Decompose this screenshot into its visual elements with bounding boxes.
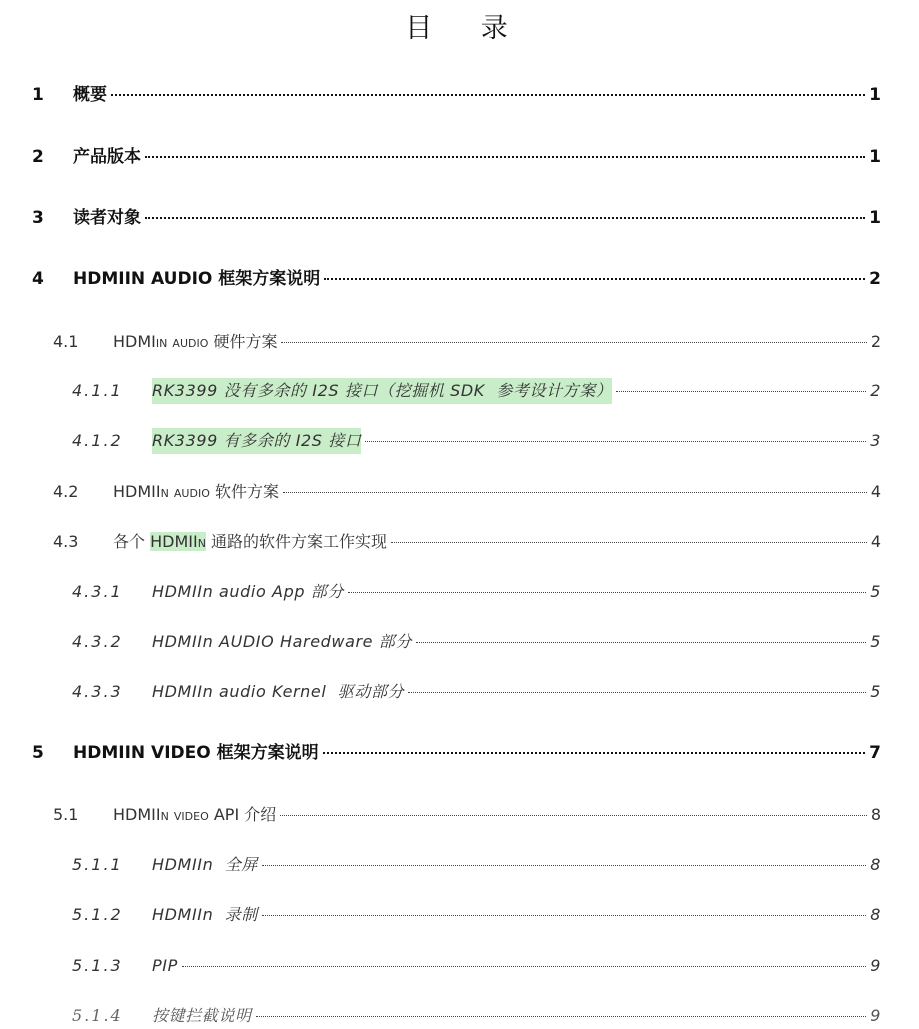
toc-page-number: 5 xyxy=(870,582,881,601)
toc-dot-leader xyxy=(256,1016,867,1017)
toc-page-number: 9 xyxy=(870,1006,881,1025)
toc-text: HDMIIn 录制 xyxy=(152,905,258,924)
toc-text: PIP xyxy=(152,956,178,975)
toc-page-number: 8 xyxy=(870,905,881,924)
toc-page-number: 5 xyxy=(870,632,881,651)
toc-entry-5-1-1[interactable] xyxy=(72,852,881,878)
toc-page-number: 5 xyxy=(870,682,881,701)
toc-text: HDMIIN VIDEO 框架方案说明 xyxy=(73,743,319,763)
toc-number: 2 xyxy=(32,147,44,167)
toc-dot-leader xyxy=(324,278,865,280)
toc-text-part: HDMII xyxy=(113,482,161,501)
toc-text xyxy=(113,479,279,505)
toc-dot-leader xyxy=(280,815,867,816)
toc-page-number: 2 xyxy=(870,332,881,351)
toc-entry-4-3-1[interactable] xyxy=(72,579,881,605)
toc-number: 4.3.1 xyxy=(72,582,123,601)
toc-entry-4-3-3[interactable] xyxy=(72,679,881,705)
toc-text-part: in audio xyxy=(155,332,209,351)
toc-dot-leader xyxy=(408,692,866,693)
toc-number: 4.1 xyxy=(53,332,79,351)
toc-page-number: 3 xyxy=(870,431,881,450)
toc-page-number: 2 xyxy=(869,269,881,289)
toc-entry-2[interactable] xyxy=(32,144,881,170)
toc-entry-5-1[interactable] xyxy=(53,802,881,828)
toc-text: HDMIIn AUDIO Haredware 部分 xyxy=(152,632,413,651)
toc-number: 5.1.2 xyxy=(72,905,123,924)
toc-dot-leader xyxy=(348,592,866,593)
toc-page-number: 9 xyxy=(870,956,881,975)
toc-dot-leader xyxy=(145,217,865,219)
toc-text: 读者对象 xyxy=(73,208,141,228)
toc-entry-4-1-1[interactable] xyxy=(72,378,881,404)
toc-dot-leader xyxy=(283,492,867,493)
toc-dot-leader xyxy=(391,542,867,543)
toc-page-number: 1 xyxy=(869,208,881,228)
toc-number: 4.3 xyxy=(53,532,79,551)
toc-number: 4.1.2 xyxy=(72,431,123,450)
toc-dot-leader xyxy=(323,752,866,754)
toc-entry-5[interactable] xyxy=(32,740,881,766)
toc-text-part: API 介绍 xyxy=(208,805,277,824)
toc-text-highlighted: RK3399 有多余的 I2S 接口 xyxy=(152,428,361,454)
toc-text-part: HDMII xyxy=(113,805,161,824)
toc-dot-leader xyxy=(416,642,866,643)
toc-text xyxy=(113,802,276,828)
toc-number: 5.1.3 xyxy=(72,956,123,975)
toc-entry-4-3[interactable] xyxy=(53,529,881,555)
toc-number: 4.3.3 xyxy=(72,682,123,701)
toc-text: HDMIIN AUDIO 框架方案说明 xyxy=(73,269,321,289)
toc-dot-leader xyxy=(616,391,866,392)
toc-number: 5.1.4 xyxy=(72,1006,123,1025)
toc-number: 4.3.2 xyxy=(72,632,123,651)
toc-text-highlighted: RK3399 没有多余的 I2S 接口（挖掘机 SDK 参考设计方案） xyxy=(152,378,612,404)
toc-entry-1[interactable] xyxy=(32,82,881,108)
toc-text-highlighted xyxy=(150,532,206,551)
toc-number: 5.1 xyxy=(53,805,79,824)
toc-page-number: 1 xyxy=(869,147,881,167)
toc-entry-4-2[interactable] xyxy=(53,479,881,505)
toc-number: 5.1.1 xyxy=(72,855,123,874)
toc-dot-leader xyxy=(262,915,866,916)
toc-entry-5-1-2[interactable] xyxy=(72,902,881,928)
toc-dot-leader xyxy=(281,342,866,343)
toc-dot-leader xyxy=(145,156,865,158)
toc-entry-5-1-3[interactable] xyxy=(72,953,881,979)
toc-text-part: 软件方案 xyxy=(209,482,279,501)
toc-text-part: 通路的软件方案工作实现 xyxy=(205,532,388,551)
toc-text: HDMIIn audio App 部分 xyxy=(152,582,344,601)
toc-page-number: 8 xyxy=(870,855,881,874)
toc-text: 按键拦截说明 xyxy=(152,1006,252,1025)
toc-number: 4 xyxy=(32,269,44,289)
toc-page-number: 2 xyxy=(870,381,881,400)
toc-text-part: HDMI xyxy=(113,332,156,351)
toc-dot-leader xyxy=(182,966,866,967)
toc-text-part: 硬件方案 xyxy=(208,332,278,351)
toc-entry-4-3-2[interactable] xyxy=(72,629,881,655)
toc-number: 3 xyxy=(32,208,44,228)
toc-number: 4.2 xyxy=(53,482,79,501)
toc-page-number: 4 xyxy=(870,482,881,501)
toc-page-number: 4 xyxy=(870,532,881,551)
toc-text-part: n video xyxy=(160,805,209,824)
toc-page-number: 8 xyxy=(870,805,881,824)
toc-text-part: n xyxy=(197,532,206,551)
toc-text: HDMIIn 全屏 xyxy=(152,855,258,874)
toc-text xyxy=(113,529,387,555)
toc-dot-leader xyxy=(262,865,866,866)
toc-text-part: 各个 xyxy=(113,532,151,551)
toc-text: 概要 xyxy=(73,85,107,105)
toc-number: 4.1.1 xyxy=(72,381,123,400)
toc-entry-5-1-4[interactable] xyxy=(72,1003,881,1029)
toc-entry-3[interactable] xyxy=(32,205,881,231)
toc-dot-leader xyxy=(111,94,865,96)
toc-number: 5 xyxy=(32,743,44,763)
toc-text-part: HDMII xyxy=(150,532,198,551)
toc-text: 产品版本 xyxy=(73,147,141,167)
toc-dot-leader xyxy=(365,441,866,442)
toc-page-number: 7 xyxy=(869,743,881,763)
toc-entry-4-1-2[interactable] xyxy=(72,428,881,454)
toc-text xyxy=(113,329,277,355)
toc-page-number: 1 xyxy=(869,85,881,105)
toc-text-part: n audio xyxy=(160,482,210,501)
toc-text: HDMIIn audio Kernel 驱动部分 xyxy=(152,682,405,701)
toc-title: 目 录 xyxy=(405,13,528,44)
toc-entry-4[interactable] xyxy=(32,266,881,292)
toc-entry-4-1[interactable] xyxy=(53,329,881,355)
toc-number: 1 xyxy=(32,85,44,105)
